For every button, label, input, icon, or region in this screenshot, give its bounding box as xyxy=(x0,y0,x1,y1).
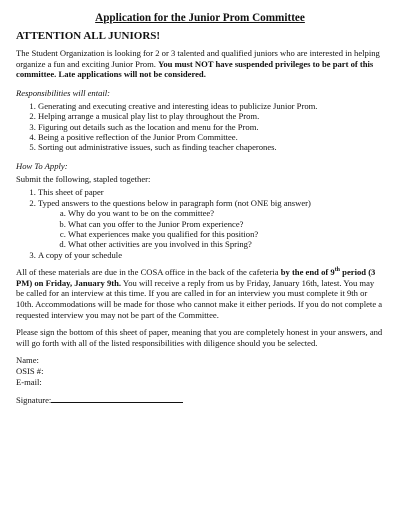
document-title: Application for the Junior Prom Committee xyxy=(95,12,305,24)
list-item: 3. Figuring out details such as the location and menu for the Prom. xyxy=(38,122,384,132)
due-text: All of these materials are due in the COSA office in the back of the cafeteria xyxy=(16,267,281,278)
apply-steps-list xyxy=(16,187,384,260)
how-to-apply-lead: Submit the following, stapled together: xyxy=(16,173,151,184)
signature-line xyxy=(51,394,183,403)
name-field-label: Name: xyxy=(16,355,39,366)
due-details: You will receive a reply from us by Friday, January 16th, latest. You may be called for an interview at this time. If you are called in for an interview you must complete it 9th or 10th. Accommodations will be made for those who cannot make it either periods. If you do not complete a requested interview you may not be part of the Committee. xyxy=(16,277,383,320)
question-item: b. What can you offer to the Junior Prom experience? xyxy=(68,219,384,229)
due-deadline-part1: by the end of 9 xyxy=(280,267,335,278)
signature-label: Signature: xyxy=(16,395,52,406)
due-deadline-sup: th xyxy=(334,267,341,274)
list-item: 1. This sheet of paper xyxy=(38,187,384,197)
how-to-apply-heading: How To Apply: xyxy=(16,160,68,171)
list-item: 5. Sorting out administrative issues, such as finding teacher chaperones. xyxy=(38,142,384,152)
responsibilities-heading: Responsibilities will entail: xyxy=(16,87,111,98)
list-item: 1. Generating and executing creative and interesting ideas to publicize Junior Prom. xyxy=(38,101,384,111)
intro-paragraph xyxy=(16,48,384,80)
list-item xyxy=(38,198,384,250)
questions-list xyxy=(38,208,384,250)
intro-text: The Student Organization is looking for 2 or 3 talented and qualified juniors who are interested in helping organize a fun and exciting Junior Prom. xyxy=(16,48,380,69)
intro-bold-requirement: You must NOT have suspended privileges to be part of this committee. Late applications will not be considered. xyxy=(16,58,374,80)
due-deadline-part2: period (3 PM) on Friday, January 9th. xyxy=(16,267,376,288)
signature-field xyxy=(16,394,384,406)
responsibilities-list xyxy=(16,101,384,153)
question-item: a. Why do you want to be on the committee? xyxy=(68,208,384,218)
list-item: 3. A copy of your schedule xyxy=(38,250,384,260)
attention-heading: ATTENTION ALL JUNIORS! xyxy=(16,30,161,42)
list-item: 2. Helping arrange a musical play list to play throughout the Prom. xyxy=(38,111,384,121)
due-paragraph xyxy=(16,267,384,320)
question-item: d. What other activities are you involved in this Spring? xyxy=(68,239,384,249)
signoff-paragraph: Please sign the bottom of this sheet of paper, meaning that you are completely honest in your answers, and will go forth with all of the listed responsibilities with diligence should you be selected. xyxy=(16,327,383,348)
email-field-label: E-mail: xyxy=(16,376,42,387)
question-item: c. What experiences make you qualified for this position? xyxy=(68,229,384,239)
osis-field-label: OSIS #: xyxy=(16,366,44,376)
typed-answers-text: Typed answers to the questions below in paragraph form (not ONE big answer) xyxy=(38,197,311,208)
list-item: 4. Being a positive reflection of the Junior Prom Committee. xyxy=(38,132,384,142)
